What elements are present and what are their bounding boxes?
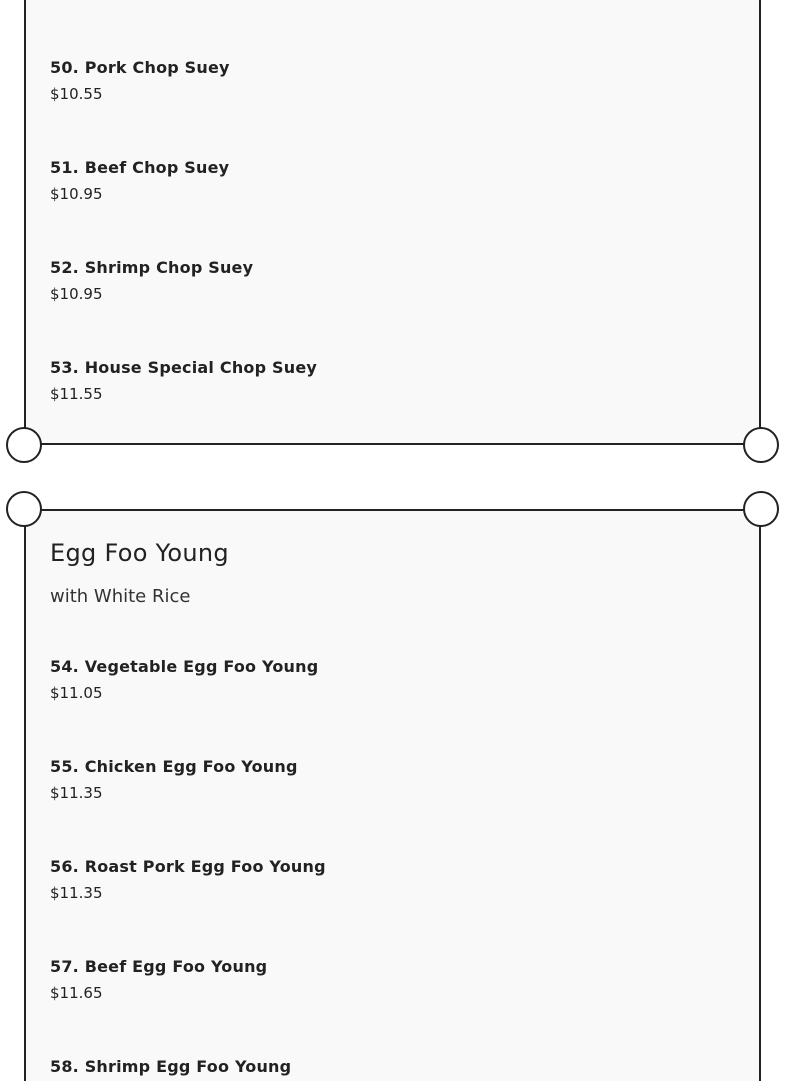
menu-item-price: $11.55 <box>50 385 103 403</box>
menu-item-name: 58. Shrimp Egg Foo Young <box>50 1057 292 1076</box>
section-subtitle: with White Rice <box>50 586 191 607</box>
menu-item-name: 50. Pork Chop Suey <box>50 58 230 77</box>
menu-item-price: $11.35 <box>50 884 103 902</box>
menu-item-name: 57. Beef Egg Foo Young <box>50 957 268 976</box>
menu-item-name: 51. Beef Chop Suey <box>50 158 230 177</box>
menu-section-chop-suey <box>24 0 761 445</box>
menu-item-price: $11.05 <box>50 684 103 702</box>
menu-item[interactable] <box>50 58 230 104</box>
section-title: Egg Foo Young <box>50 539 229 567</box>
menu-item-price: $10.55 <box>50 85 103 103</box>
menu-item[interactable] <box>50 1057 291 1077</box>
menu-item[interactable] <box>50 158 229 204</box>
menu-item-name: 54. Vegetable Egg Foo Young <box>50 657 319 676</box>
corner-ornament <box>6 491 42 527</box>
menu-item-name: 52. Shrimp Chop Suey <box>50 258 254 277</box>
menu-item-price: $11.35 <box>50 784 103 802</box>
menu-item[interactable] <box>50 358 317 404</box>
menu-item[interactable] <box>50 857 326 903</box>
menu-item[interactable] <box>50 757 298 803</box>
corner-ornament <box>743 491 779 527</box>
menu-item-price: $10.95 <box>50 185 103 203</box>
menu-item[interactable] <box>50 258 253 304</box>
menu-item-name: 53. House Special Chop Suey <box>50 358 318 377</box>
menu-item-price: $10.95 <box>50 285 103 303</box>
menu-item-name: 55. Chicken Egg Foo Young <box>50 757 298 776</box>
menu-item-name: 56. Roast Pork Egg Foo Young <box>50 857 326 876</box>
menu-item[interactable] <box>50 957 267 1003</box>
corner-ornament <box>6 427 42 463</box>
corner-ornament <box>743 427 779 463</box>
menu-section-egg-foo-young <box>24 509 761 1081</box>
menu-item[interactable] <box>50 657 318 703</box>
menu-item-price: $11.65 <box>50 984 103 1002</box>
